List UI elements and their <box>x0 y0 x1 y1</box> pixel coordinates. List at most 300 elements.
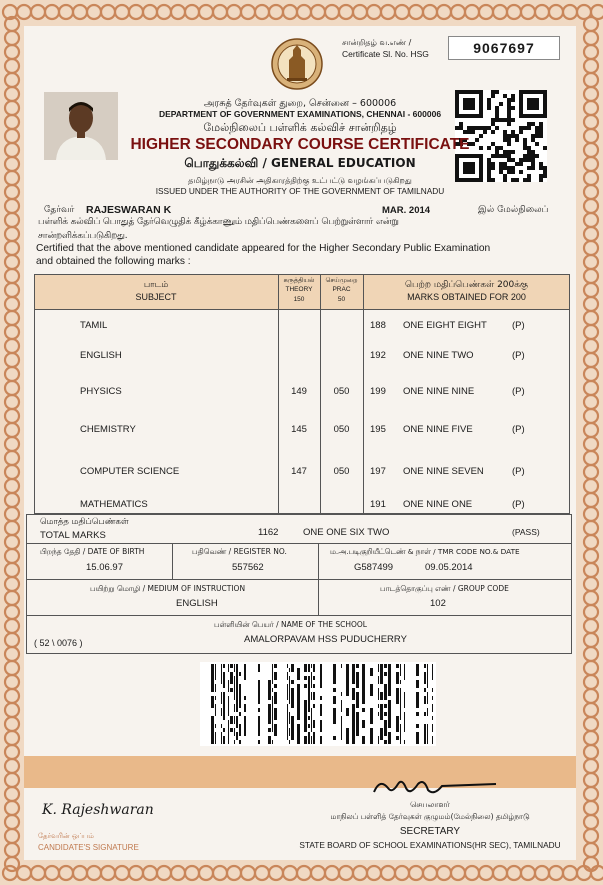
table-divider <box>34 309 570 310</box>
barcode-bar <box>308 668 310 672</box>
barcode-bar <box>289 680 290 684</box>
barcode-bar <box>400 724 401 728</box>
barcode-bar <box>297 716 300 720</box>
barcode-bar <box>424 732 426 736</box>
qr-module <box>507 106 511 110</box>
barcode-bar <box>291 692 294 696</box>
qr-module <box>499 154 503 158</box>
barcode-bar <box>313 732 315 736</box>
barcode-bar <box>234 716 235 720</box>
barcode-bar <box>291 736 294 740</box>
barcode-bar <box>215 708 216 712</box>
barcode-bar <box>352 688 355 692</box>
barcode-bar <box>287 664 288 668</box>
qr-module <box>499 102 503 106</box>
barcode-bar <box>236 668 238 672</box>
barcode-bar <box>268 696 271 700</box>
barcode-bar <box>333 668 336 672</box>
barcode-bar <box>228 704 229 708</box>
barcode-bar <box>297 692 300 696</box>
barcode-bar <box>388 704 391 708</box>
barcode-bar <box>228 696 229 700</box>
barcode-bar <box>268 680 271 684</box>
barcode-bar <box>287 676 288 680</box>
barcode-bar <box>352 704 355 708</box>
barcode-bar <box>320 708 322 712</box>
barcode-bar <box>297 668 300 672</box>
qr-module <box>491 90 495 94</box>
subject-result: (P) <box>512 350 525 361</box>
barcode-bar <box>384 664 387 668</box>
qr-module <box>527 178 531 182</box>
barcode-bar <box>223 728 225 732</box>
barcode-bar <box>215 696 216 700</box>
barcode-bar <box>304 716 307 720</box>
barcode-bar <box>313 704 315 708</box>
barcode-bar <box>297 684 300 688</box>
barcode-bar <box>234 728 235 732</box>
barcode-bar <box>308 708 310 712</box>
barcode-bar <box>244 672 246 676</box>
barcode-bar <box>396 696 399 700</box>
qr-module <box>511 118 515 122</box>
barcode-bar <box>272 676 273 680</box>
qr-module <box>487 98 491 102</box>
barcode-bar <box>236 720 238 724</box>
barcode-bar <box>427 680 428 684</box>
school-code: ( 52 \ 0076 ) <box>34 638 83 648</box>
barcode-bar <box>396 736 399 740</box>
barcode-bar <box>333 664 336 668</box>
barcode-bar <box>211 728 214 732</box>
barcode-bar <box>268 708 271 712</box>
barcode-bar <box>404 664 405 668</box>
barcode-bar <box>384 732 387 736</box>
total-marks-words: ONE ONE SIX TWO <box>303 527 390 538</box>
authority-ta: தமிழ்நாடு அரசின் அதிகாரத்திற்கு உட்பட்டு வழங்கப்படுகிறது <box>188 176 412 185</box>
barcode-bar <box>211 732 214 736</box>
qr-module <box>503 118 507 122</box>
school-name: AMALORPAVAM HSS PUDUCHERRY <box>244 634 407 645</box>
barcode-bar <box>258 692 260 696</box>
barcode-bar <box>380 716 383 720</box>
qr-module <box>527 158 531 162</box>
barcode-bar <box>244 668 246 672</box>
barcode-bar <box>272 680 273 684</box>
barcode-bar <box>427 740 428 744</box>
barcode-bar <box>274 664 277 668</box>
barcode-bar <box>287 720 288 724</box>
qr-module <box>531 122 535 126</box>
barcode-bar <box>239 696 241 700</box>
barcode-bar <box>362 696 365 700</box>
theory-marks: 147 <box>291 466 307 477</box>
barcode-bar <box>388 732 391 736</box>
barcode-bar <box>427 664 428 668</box>
barcode-bar <box>341 728 342 732</box>
barcode-bar <box>404 676 405 680</box>
marks-in-words: ONE NINE ONE <box>403 499 473 510</box>
barcode-bar <box>304 736 307 740</box>
barcode-bar <box>215 736 216 740</box>
barcode-bar <box>396 664 399 668</box>
barcode-bar <box>223 716 225 720</box>
barcode-bar <box>404 692 405 696</box>
secretary-signature <box>370 774 500 800</box>
barcode-bar <box>356 728 359 732</box>
barcode-bar <box>352 720 355 724</box>
table-divider <box>363 274 364 514</box>
group-label: பாடத்தொகுப்பு எண் / GROUP CODE <box>380 584 509 593</box>
barcode-bar <box>370 688 373 692</box>
barcode-bar <box>424 700 426 704</box>
barcode-bar <box>432 716 433 720</box>
qr-module <box>495 150 499 154</box>
qr-module <box>503 134 507 138</box>
qr-module <box>507 154 511 158</box>
barcode-bar <box>432 688 433 692</box>
qr-module <box>519 130 523 134</box>
barcode-bar <box>356 672 359 676</box>
barcode-bar <box>404 704 405 708</box>
tamilnadu-emblem <box>271 36 323 92</box>
barcode-bar <box>352 664 355 668</box>
barcode-bar <box>230 728 233 732</box>
qr-module <box>499 118 503 122</box>
barcode-bar <box>378 704 379 708</box>
barcode-bar <box>333 700 336 704</box>
barcode-bar <box>268 716 271 720</box>
date-of-birth: 15.06.97 <box>86 562 123 573</box>
qr-module <box>507 122 511 126</box>
qr-module <box>483 126 487 130</box>
barcode-bar <box>320 684 322 688</box>
barcode-bar <box>223 712 225 716</box>
barcode-bar <box>313 696 315 700</box>
barcode-bar <box>272 712 273 716</box>
barcode-bar <box>308 700 310 704</box>
barcode-bar <box>234 684 235 688</box>
barcode-bar <box>362 668 365 672</box>
qr-module <box>503 94 507 98</box>
qr-module <box>487 106 491 110</box>
barcode-bar <box>341 736 342 740</box>
barcode-bar <box>424 712 426 716</box>
barcode-bar <box>211 700 214 704</box>
practical-marks: 050 <box>333 466 350 477</box>
qr-module <box>511 98 515 102</box>
barcode-bar <box>333 736 336 740</box>
qr-module <box>531 154 535 158</box>
barcode-bar <box>416 740 419 744</box>
qr-module <box>535 134 539 138</box>
qr-module <box>487 146 491 150</box>
subject-name: COMPUTER SCIENCE <box>80 466 180 477</box>
barcode-bar <box>287 724 288 728</box>
barcode-bar <box>221 712 222 716</box>
barcode-bar <box>380 708 383 712</box>
barcode-bar <box>346 688 349 692</box>
qr-module <box>527 174 531 178</box>
barcode-bar <box>215 740 216 744</box>
prac-max: 50 <box>337 296 346 303</box>
barcode-bar <box>244 696 246 700</box>
subject-result: (P) <box>512 424 525 435</box>
barcode-bar <box>313 692 315 696</box>
qr-module <box>475 126 479 130</box>
barcode-bar <box>274 716 277 720</box>
barcode-bar <box>244 724 246 728</box>
practical-marks: 050 <box>333 424 350 435</box>
qr-module <box>531 158 535 162</box>
barcode-bar <box>244 664 246 668</box>
barcode-bar <box>370 712 373 716</box>
barcode-bar <box>370 668 373 672</box>
barcode-bar <box>234 704 235 708</box>
candidate-prefix-ta: தேர்வர் <box>44 205 75 215</box>
barcode-bar <box>291 732 294 736</box>
barcode-bar <box>289 728 290 732</box>
barcode-bar <box>215 712 216 716</box>
barcode-bar <box>304 684 307 688</box>
barcode-bar <box>274 712 277 716</box>
barcode-bar <box>291 704 294 708</box>
barcode-bar <box>370 736 373 740</box>
qr-module <box>515 138 519 142</box>
barcode-bar <box>400 700 401 704</box>
barcode-bar <box>228 728 229 732</box>
barcode-bar <box>272 672 273 676</box>
barcode-bar <box>311 740 312 744</box>
barcode-bar <box>289 668 290 672</box>
barcode-bar <box>384 720 387 724</box>
barcode-bar <box>346 668 349 672</box>
barcode-bar <box>223 684 225 688</box>
barcode-bar <box>388 672 391 676</box>
qr-module <box>539 178 543 182</box>
barcode-bar <box>333 672 336 676</box>
barcode-bar <box>304 664 307 668</box>
barcode-bar <box>320 736 322 740</box>
barcode-bar <box>234 664 235 668</box>
qr-module <box>507 98 511 102</box>
barcode-bar <box>287 688 288 692</box>
barcode-bar <box>221 692 222 696</box>
barcode-bar <box>289 732 290 736</box>
barcode-bar <box>388 676 391 680</box>
barcode-bar <box>268 740 271 744</box>
barcode-bar <box>297 712 300 716</box>
qr-module <box>515 178 519 182</box>
barcode-bar <box>272 720 273 724</box>
barcode-bar <box>308 696 310 700</box>
qr-module <box>539 130 543 134</box>
barcode-bar <box>378 696 379 700</box>
qr-module <box>507 118 511 122</box>
barcode-bar <box>362 680 365 684</box>
barcode-bar <box>287 716 288 720</box>
barcode-bar <box>404 728 405 732</box>
barcode-bar <box>236 732 238 736</box>
barcode-bar <box>416 684 419 688</box>
barcode-bar <box>380 676 383 680</box>
barcode-bar <box>356 724 359 728</box>
qr-finder <box>527 98 539 110</box>
candidate-line3-ta: சான்றளிக்கப்படுகிறது. <box>38 231 128 241</box>
barcode-bar <box>362 708 365 712</box>
barcode-bar <box>311 676 312 680</box>
barcode-bar <box>304 740 307 744</box>
barcode-bar <box>211 724 214 728</box>
barcode-bar <box>320 664 322 668</box>
barcode-bar <box>333 712 336 716</box>
qr-module <box>495 146 499 150</box>
secretary-label-ta: செயலாளர் <box>410 800 450 809</box>
barcode-bar <box>228 664 229 668</box>
barcode-bar <box>427 700 428 704</box>
qr-module <box>519 162 523 166</box>
barcode-bar <box>388 740 391 744</box>
barcode-bar <box>341 700 342 704</box>
barcode-bar <box>356 680 359 684</box>
barcode-bar <box>289 696 290 700</box>
barcode-bar <box>221 700 222 704</box>
qr-module <box>511 134 515 138</box>
barcode-bar <box>400 696 401 700</box>
barcode-bar <box>221 696 222 700</box>
barcode-bar <box>388 664 391 668</box>
barcode-bar <box>297 696 300 700</box>
qr-module <box>499 162 503 166</box>
barcode-bar <box>320 676 322 680</box>
barcode-bar <box>427 684 428 688</box>
barcode-bar <box>215 664 216 668</box>
barcode-bar <box>311 680 312 684</box>
barcode-bar <box>236 716 238 720</box>
qr-module <box>543 146 547 150</box>
barcode-bar <box>346 672 349 676</box>
barcode-bar <box>211 736 214 740</box>
barcode-bar <box>432 728 433 732</box>
barcode-bar <box>432 664 433 668</box>
barcode-bar <box>311 692 312 696</box>
dob-label: பிறந்த தேதி / DATE OF BIRTH <box>40 547 145 556</box>
barcode-bar <box>313 720 315 724</box>
candidate-signature: K. Rajeshwaran <box>42 802 154 818</box>
barcode-bar <box>427 692 428 696</box>
barcode-bar <box>234 732 235 736</box>
barcode-bar <box>215 724 216 728</box>
barcode-bar <box>362 672 365 676</box>
barcode-bar <box>370 728 373 732</box>
qr-module <box>515 134 519 138</box>
barcode-bar <box>287 728 288 732</box>
barcode-bar <box>311 664 312 668</box>
qr-module <box>491 178 495 182</box>
qr-module <box>519 170 523 174</box>
subject-name: PHYSICS <box>80 386 122 397</box>
barcode-bar <box>258 684 260 688</box>
barcode-bar <box>274 692 277 696</box>
qr-module <box>495 154 499 158</box>
barcode-bar <box>424 664 426 668</box>
barcode-bar <box>258 708 260 712</box>
barcode-bar <box>384 728 387 732</box>
barcode-bar <box>378 692 379 696</box>
barcode-bar <box>404 668 405 672</box>
qr-module <box>511 166 515 170</box>
barcode-bar <box>380 712 383 716</box>
barcode-bar <box>228 732 229 736</box>
barcode-bar <box>244 720 246 724</box>
barcode-bar <box>239 740 241 744</box>
barcode-bar <box>320 680 322 684</box>
barcode-bar <box>396 728 399 732</box>
barcode-bar <box>352 692 355 696</box>
barcode-bar <box>362 664 365 668</box>
qr-module <box>487 166 491 170</box>
qr-module <box>539 126 543 130</box>
barcode-bar <box>291 668 294 672</box>
barcode-bar <box>239 724 241 728</box>
barcode-bar <box>352 696 355 700</box>
barcode-bar <box>424 736 426 740</box>
barcode-bar <box>221 668 222 672</box>
barcode-bar <box>236 676 238 680</box>
barcode-bar <box>244 676 246 680</box>
barcode-bar <box>221 740 222 744</box>
barcode-bar <box>432 676 433 680</box>
qr-module <box>487 178 491 182</box>
barcode-bar <box>346 732 349 736</box>
barcode-bar <box>287 736 288 740</box>
barcode-bar <box>239 732 241 736</box>
barcode-bar <box>291 720 294 724</box>
barcode-bar <box>258 728 260 732</box>
barcode-bar <box>404 724 405 728</box>
barcode-bar <box>416 732 419 736</box>
barcode-bar <box>258 720 260 724</box>
barcode-bar <box>370 732 373 736</box>
barcode-bar <box>370 672 373 676</box>
barcode-bar <box>304 708 307 712</box>
theory-header-ta: கருத்தியல் <box>283 276 315 284</box>
barcode-bar <box>215 688 216 692</box>
barcode-bar <box>274 724 277 728</box>
barcode-bar <box>416 668 419 672</box>
barcode-bar <box>356 712 359 716</box>
qr-module <box>511 150 515 154</box>
qr-module <box>523 154 527 158</box>
qr-module <box>491 154 495 158</box>
barcode-bar <box>356 684 359 688</box>
barcode-bar <box>396 724 399 728</box>
barcode-bar <box>400 704 401 708</box>
barcode-bar <box>378 736 379 740</box>
barcode-bar <box>416 672 419 676</box>
barcode-bar <box>400 688 401 692</box>
barcode-bar <box>230 672 233 676</box>
barcode-bar <box>333 688 336 692</box>
barcode-bar <box>427 712 428 716</box>
barcode-bar <box>244 716 246 720</box>
barcode-bar <box>432 736 433 740</box>
barcode-bar <box>352 732 355 736</box>
qr-module <box>519 126 523 130</box>
qr-module <box>515 162 519 166</box>
barcode-bar <box>272 704 273 708</box>
barcode-bar <box>211 668 214 672</box>
